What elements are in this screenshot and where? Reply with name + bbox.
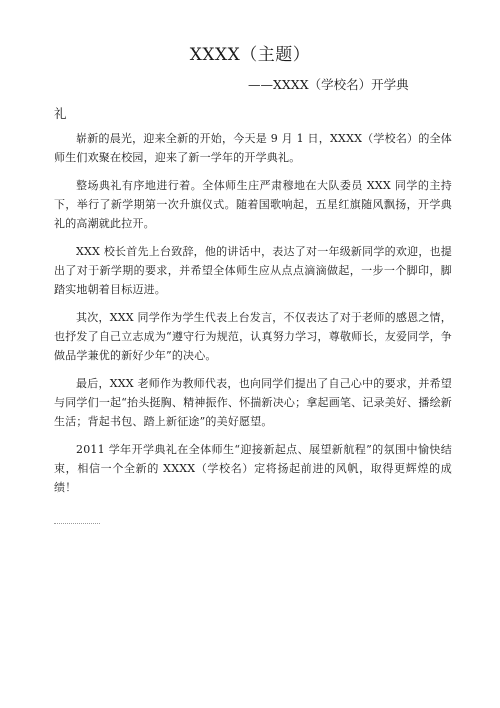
footnote-divider bbox=[54, 523, 100, 524]
paragraph-teacher-speech: 最后，XXX 老师作为教师代表，也向同学们提出了自己心中的要求，并希望与同学们一起“抬头挺胸、精神振作、怀揣新决心；拿起画笔、记录美好、播绘新生活；背起书包、踏上新征途”的美好愿望。 bbox=[54, 377, 452, 428]
document-subtitle: ——XXXX（学校名）开学典 bbox=[248, 77, 409, 92]
paragraph-closing: 2011 学年开学典礼在全体师生“迎接新起点、展望新航程”的氛围中愉快结束，相信一个全新的 XXXX（学校名）定将扬起前进的风帆，取得更辉煌的成绩！ bbox=[54, 443, 452, 494]
document-subtitle-continuation: 礼 bbox=[54, 106, 67, 121]
paragraph-student-speech: 其次，XXX 同学作为学生代表上台发言，不仅表达了对于老师的感恩之情，也抒发了自己立志成为“遵守行为规范，认真努力学习，尊敬师长，友爱同学，争做品学兼优的新好少年”的决心。 bbox=[54, 311, 452, 362]
paragraph-flag-ceremony: 整场典礼有序地进行着。全体师生庄严肃穆地在大队委员 XXX 同学的主持下，举行了新学期第一次升旗仪式。随着国歌响起，五星红旗随风飘扬，开学典礼的高潮就此拉开。 bbox=[54, 179, 452, 230]
paragraph-principal-speech: XXX 校长首先上台致辞，他的讲话中，表达了对一年级新同学的欢迎，也提出了对于新学期的要求，并希望全体师生应从点点滴滴做起，一步一个脚印，脚踏实地朝着目标迈进。 bbox=[54, 245, 452, 296]
document-title: XXXX（主题） bbox=[189, 45, 311, 65]
paragraph-opening: 崭新的晨光，迎来全新的开始，今天是 9 月 1 日，XXXX（学校名）的全体师生们欢聚在校园，迎来了新一学年的开学典礼。 bbox=[54, 132, 452, 164]
document-body bbox=[54, 129, 452, 506]
